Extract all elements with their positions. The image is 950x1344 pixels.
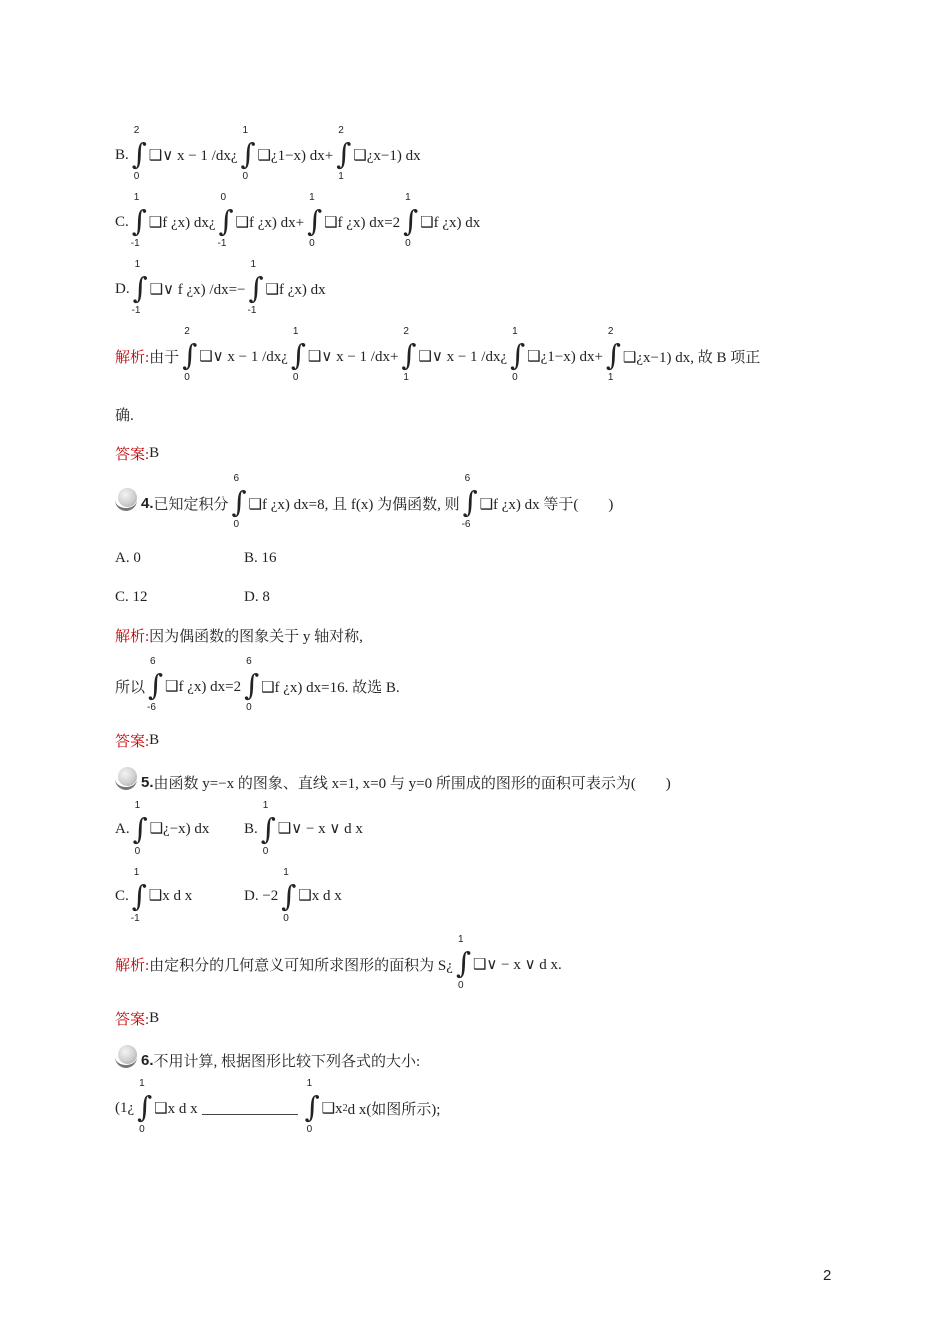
integral-sign: 2 ∫ 0	[131, 125, 147, 182]
integrand: ❑f ¿x) dx	[265, 281, 326, 298]
answer-q4	[115, 728, 159, 752]
integral-sign: 1 ∫ 0	[403, 192, 419, 249]
integral-sign: 1 ∫ 0	[510, 326, 526, 383]
solution-text: 确.	[115, 407, 134, 424]
integrand: ❑∨ x − 1 /dx¿	[199, 348, 288, 365]
question-text: 由函数 y=−x 的图象、直线 x=1, x=0 与 y=0 所围成的图形的面积可表示为( )	[153, 775, 671, 792]
answer-q3	[115, 441, 159, 465]
option-b-line	[115, 125, 421, 185]
solution-q5-line	[115, 934, 562, 994]
integral-sign: 1 ∫ -1	[130, 192, 147, 249]
solution-label: 解析:	[115, 349, 150, 366]
integral-sign: 1 ∫ 0	[240, 125, 256, 182]
solution-q4-line-1	[115, 623, 363, 647]
integral-sign: 6 ∫ -6	[461, 473, 478, 530]
integral-sign: 6 ∫ 0	[244, 656, 260, 713]
question-5-options-row-1	[115, 800, 363, 860]
integral-sign: 6 ∫ 0	[231, 473, 247, 530]
integral-sign: 2 ∫ 1	[401, 326, 417, 383]
integrand: ❑x	[321, 1100, 343, 1117]
page-number: 2	[823, 1267, 832, 1284]
question-number: 6.	[141, 1051, 154, 1069]
integrand: ❑∨ x − 1 /dx¿	[418, 348, 508, 365]
solution-label: 解析:	[115, 957, 150, 974]
answer-blank[interactable]	[202, 1102, 298, 1115]
option-d: D. −2 1 ∫ 0 ❑x d x	[244, 867, 342, 924]
integrand: ❑f ¿x) dx=2	[324, 214, 401, 231]
integrand: ❑¿x−1) dx	[353, 147, 421, 164]
option-b: B. 16	[244, 549, 277, 566]
integral-sign: 2 ∫ 1	[605, 326, 622, 383]
exponent: 2	[342, 1102, 348, 1114]
integral-sign: 1 ∫ -1	[131, 259, 148, 316]
integrand: d x(如图所示);	[347, 1101, 441, 1118]
part-label: (1¿	[115, 1099, 135, 1116]
integrand: ❑∨ x − 1 /dx¿	[148, 147, 238, 164]
solution-label: 解析:	[115, 628, 150, 645]
solution-text: 所以	[115, 679, 146, 696]
question-6-part-1	[115, 1078, 440, 1138]
answer-label: 答案:	[115, 733, 150, 750]
question-6-line	[141, 1048, 420, 1072]
question-bullet-icon	[115, 487, 139, 509]
option-c: C. 1 ∫ -1 ❑x d x	[115, 867, 193, 924]
integrand: ❑∨ f ¿x) /dx=−	[149, 281, 246, 298]
integrand: ❑f ¿x) dx=2	[165, 678, 242, 695]
question-4-options-row-2	[115, 585, 270, 609]
integrand: ❑f ¿x) dx 等于( )	[479, 496, 614, 513]
question-bullet-icon	[115, 766, 139, 788]
answer-value: B	[149, 444, 160, 461]
integrand: ❑f ¿x) dx	[420, 214, 481, 231]
option-label: B.	[115, 146, 129, 163]
integral-sign: 1 ∫ 0	[137, 1078, 153, 1135]
integral-sign: 2 ∫ 1	[336, 125, 352, 182]
integral-sign: 1 ∫ -1	[247, 259, 264, 316]
integrand: ❑¿x−1) dx, 故 B 项正	[622, 349, 761, 366]
solution-text: 由于	[149, 349, 180, 366]
option-a: A. 0	[115, 549, 141, 566]
integral-sign: 6 ∫ -6	[147, 656, 164, 713]
option-a: A. 1 ∫ 0 ❑¿−x) dx	[115, 800, 210, 857]
question-5-line	[141, 770, 671, 794]
option-c: C. 12	[115, 588, 148, 605]
answer-value: B	[149, 1009, 160, 1026]
integrand: ❑f ¿x) dx¿	[148, 214, 216, 231]
integral-sign: 0 ∫ -1	[217, 192, 234, 249]
question-4-line	[141, 473, 613, 533]
integrand: ❑∨ − x ∨ d x.	[472, 956, 562, 973]
question-number: 4.	[141, 494, 154, 512]
question-bullet-icon	[115, 1044, 139, 1066]
question-text: 已知定积分	[153, 496, 229, 513]
integrand: ❑¿1−x) dx+	[257, 147, 334, 164]
option-label: C.	[115, 213, 129, 230]
integrand: ❑f ¿x) dx=8, 且 f(x) 为偶函数, 则	[248, 496, 460, 513]
solution-q3-continuation	[115, 402, 134, 426]
answer-q5	[115, 1006, 159, 1030]
integral-sign: 1 ∫ 0	[290, 326, 307, 383]
answer-value: B	[149, 731, 160, 748]
integral-sign: 1 ∫ 0	[455, 934, 472, 991]
question-number: 5.	[141, 773, 154, 791]
option-c-line	[115, 192, 480, 252]
integrand: ❑f ¿x) dx=16. 故选 B.	[261, 679, 400, 696]
integrand: ❑f ¿x) dx+	[235, 214, 305, 231]
solution-text: 由定积分的几何意义可知所求图形的面积为 S¿	[149, 957, 453, 974]
integrand: ❑x d x	[154, 1100, 198, 1117]
solution-q4-line-2	[115, 656, 400, 716]
integrand: ❑¿1−x) dx+	[527, 348, 603, 365]
solution-q3-line	[115, 326, 760, 386]
option-b: B. 1 ∫ 0 ❑∨ − x ∨ d x	[244, 800, 363, 857]
solution-text: 因为偶函数的图象关于 y 轴对称,	[149, 628, 363, 645]
question-text: 不用计算, 根据图形比较下列各式的大小:	[153, 1053, 421, 1070]
option-label: D.	[115, 280, 130, 297]
integrand: ❑∨ x − 1 /dx+	[307, 348, 399, 365]
integral-sign: 1 ∫ 0	[307, 192, 323, 249]
answer-label: 答案:	[115, 1011, 150, 1028]
option-d-line	[115, 259, 326, 319]
integral-sign: 1 ∫ 0	[304, 1078, 320, 1135]
answer-label: 答案:	[115, 446, 150, 463]
question-5-options-row-2	[115, 867, 342, 927]
question-4-options-row-1	[115, 546, 277, 570]
option-d: D. 8	[244, 588, 270, 605]
integral-sign: 2 ∫ 0	[182, 326, 198, 383]
